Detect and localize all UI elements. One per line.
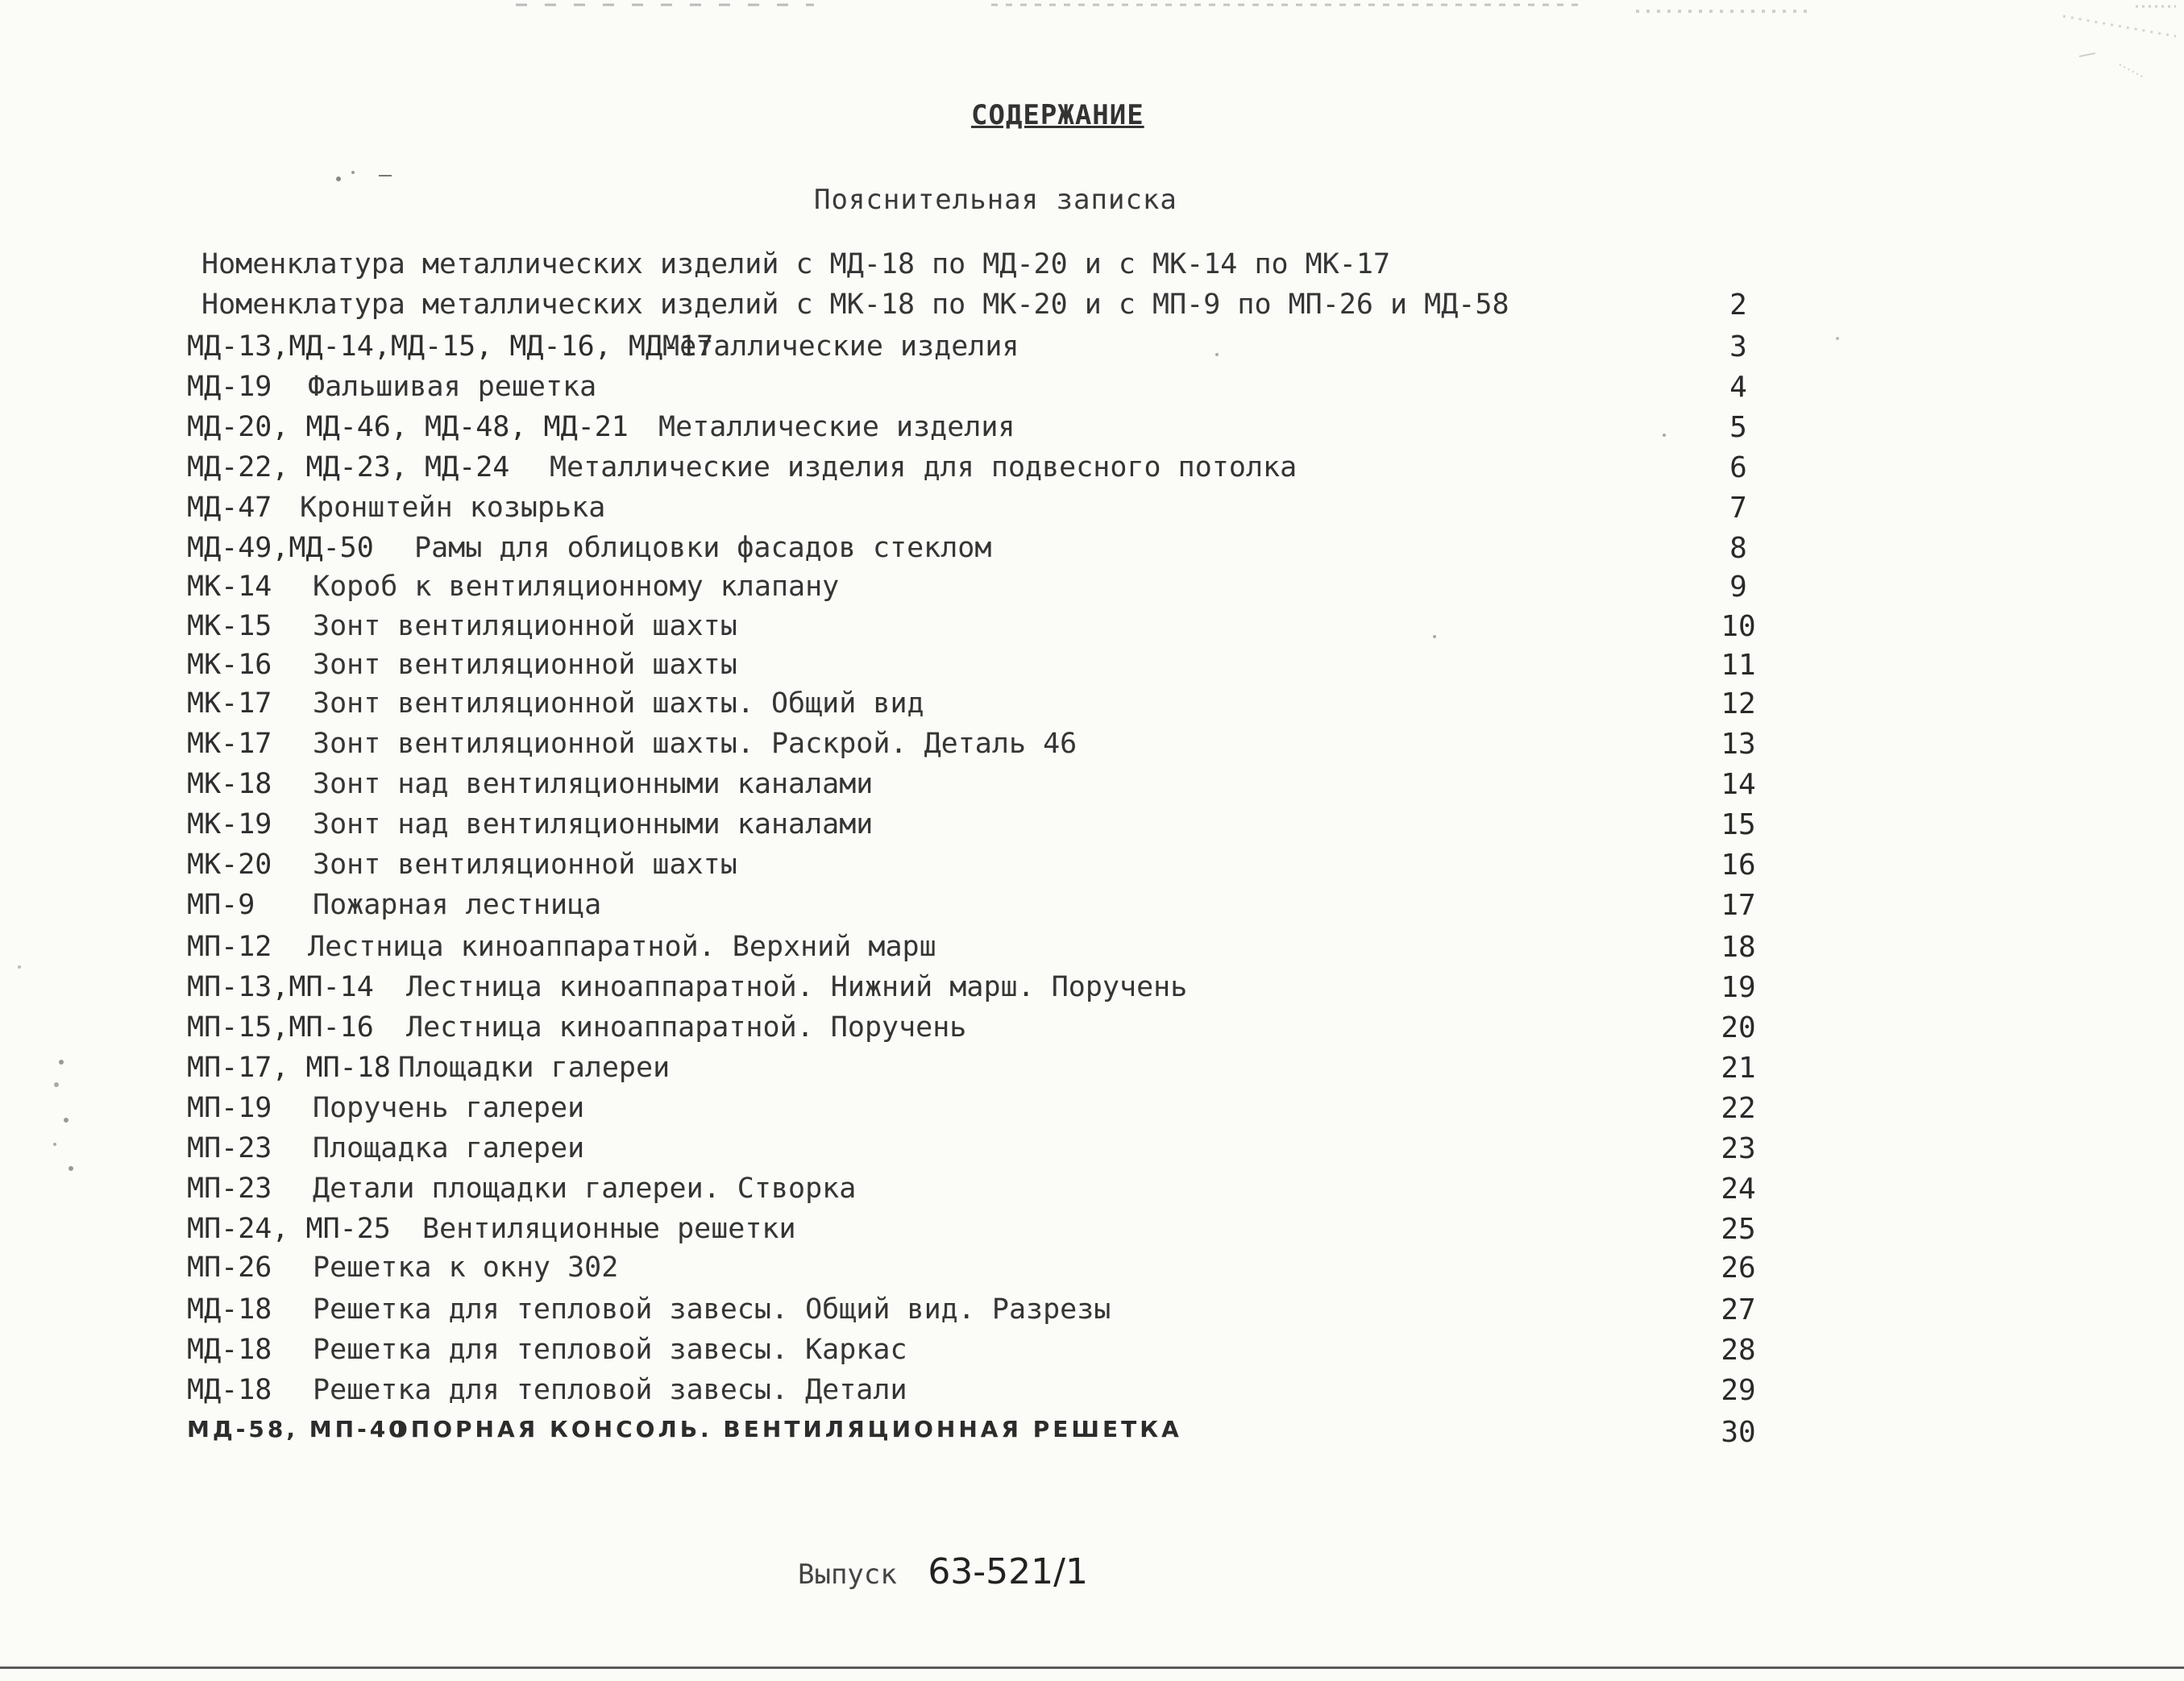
toc-entry [187,330,1799,369]
toc-entry-description: Вентиляционные решетки [422,1213,796,1245]
toc-entry [187,610,1799,649]
toc-entry [187,248,1799,287]
bottom-rule [0,1666,2184,1669]
toc-entry-description: Рамы для облицовки фасадов стеклом [414,532,992,564]
toc-entry-code: МД-18 [187,1293,272,1326]
toc-entry [187,1334,1799,1372]
toc-entry-code: МК-14 [187,571,272,603]
toc-entry [187,1213,1799,1251]
toc-entry-code: МП-15,МП-16 [187,1011,374,1044]
toc-entry-description: Металлические изделия [658,411,1015,443]
toc-entry-page: 3 [1729,330,1747,363]
toc-entry-description: Зонт над вентиляционными каналами [313,808,874,840]
toc-entry-code: МП-24, МП-25 [187,1213,391,1245]
toc-entry-description: Решетка для тепловой завесы. Детали [313,1374,907,1406]
toc-entry-code: МД-20, МД-46, МД-48, МД-21 [187,411,629,443]
toc-entry [187,532,1799,571]
issue-label: Выпуск [798,1559,897,1591]
issue-footer [798,1551,1088,1592]
toc-entry [187,649,1799,687]
issue-number: 63-521/1 [928,1551,1088,1592]
toc-entry-page: 29 [1721,1374,1756,1407]
document-subtitle: Пояснительная записка [814,184,1177,216]
toc-entry-description: Зонт вентиляционной шахты [313,849,737,881]
toc-entry [187,1092,1799,1131]
toc-entry [187,411,1799,450]
toc-entry-page: 6 [1729,451,1747,484]
toc-entry [187,768,1799,807]
toc-entry [187,1132,1799,1171]
toc-entry-page: 8 [1729,532,1747,565]
toc-entry-code: МП-12 [187,931,272,963]
toc-entry-page: 18 [1721,931,1756,964]
toc-entry-page: 5 [1729,411,1747,444]
toc-entry-page: 24 [1721,1173,1756,1206]
toc-entry-description: Номенклатура металлических изделий с МК-18 по МК-20 и с МП-9 по МП-26 и МД-58 [201,288,1509,321]
toc-entry-code: МП-26 [187,1251,272,1284]
toc-entry [187,971,1799,1010]
toc-entry-page: 11 [1721,649,1756,682]
toc-entry-description: Поручень галереи [313,1092,585,1124]
toc-entry-page: 23 [1721,1132,1756,1165]
toc-entry-page: 12 [1721,687,1756,720]
document-title: СОДЕРЖАНИЕ [971,99,1144,131]
toc-entry [187,371,1799,409]
toc-entry-page: 26 [1721,1251,1756,1285]
toc-entry [187,451,1799,490]
toc-entry-code: МД-18 [187,1374,272,1406]
toc-entry [187,1173,1799,1211]
toc-entry-page: 7 [1729,492,1747,525]
toc-entry-code: МД-49,МД-50 [187,532,374,564]
toc-entry-code: МП-23 [187,1132,272,1164]
toc-entry-code: МД-18 [187,1334,272,1366]
toc-entry-code: МП-9 [187,889,255,921]
toc-entry-code: МК-19 [187,808,272,840]
toc-entry-code: МК-17 [187,687,272,720]
toc-entry [187,1011,1799,1050]
toc-entry-description: Лестница киноаппаратной. Верхний марш [308,931,936,963]
toc-entry [187,687,1799,726]
toc-entry-page: 22 [1721,1092,1756,1125]
toc-entry-description: Фальшивая решетка [308,371,597,403]
toc-entry-page: 4 [1729,371,1747,404]
toc-entry-page: 28 [1721,1334,1756,1367]
toc-entry [187,1251,1799,1290]
toc-entry-description: Кронштейн козырька [300,492,606,524]
toc-entry-code: МК-17 [187,728,272,760]
toc-entry-code: МД-19 [187,371,272,403]
toc-entry-code: МП-13,МП-14 [187,971,374,1003]
toc-entry-page: 17 [1721,889,1756,922]
toc-entry [187,1293,1799,1332]
toc-entry-code: МП-17, МП-18 [187,1052,391,1084]
toc-entry-description: Металлические изделия [662,330,1019,363]
toc-entry-description: Лестница киноаппаратной. Поручень [406,1011,967,1044]
toc-entry-description: Площадка галереи [313,1132,585,1164]
toc-entry [187,571,1799,609]
toc-entry [187,889,1799,928]
toc-entry-page: 20 [1721,1011,1756,1044]
toc-entry-description: Зонт над вентиляционными каналами [313,768,874,800]
toc-entry [187,931,1799,969]
toc-entry-page: 16 [1721,849,1756,882]
toc-entry [187,849,1799,887]
toc-entry-description: Зонт вентиляционной шахты [313,610,737,642]
toc-entry-page: 19 [1721,971,1756,1004]
toc-entry-code: МД-13,МД-14,МД-15, МД-16, МД-17 [187,330,714,363]
toc-entry-code: МД-47 [187,492,272,524]
toc-entry [187,1052,1799,1090]
toc-entry [187,288,1799,327]
toc-entry-description: Номенклатура металлических изделий с МД-18 по МД-20 и с МК-14 по МК-17 [201,248,1391,280]
toc-entry-description: Площадки галереи [398,1052,671,1084]
toc-entry-code: МП-19 [187,1092,272,1124]
toc-entry-page: 10 [1721,610,1756,643]
toc-entry-description: Пожарная лестница [313,889,602,921]
toc-entry-page: 9 [1729,571,1747,604]
toc-entry [187,492,1799,530]
toc-entry-description: Металлические изделия для подвесного потолка [550,451,1298,484]
toc-entry-description: Зонт вентиляционной шахты. Раскрой. Деталь 46 [313,728,1077,760]
toc-entry-description: Решетка для тепловой завесы. Общий вид. Разрезы [313,1293,1111,1326]
toc-entry-code: МД-58, МП-40 [187,1416,408,1442]
toc-entry-description: Решетка к окну 302 [313,1251,619,1284]
toc-entry-description: Зонт вентиляционной шахты [313,649,737,681]
toc-entry-code: МД-22, МД-23, МД-24 [187,451,510,484]
toc-entry-page: 2 [1729,288,1747,322]
toc-entry-description: Лестница киноаппаратной. Нижний марш. Поручень [406,971,1188,1003]
toc-entry-page: 21 [1721,1052,1756,1085]
toc-entry-page: 25 [1721,1213,1756,1246]
toc-entry-page: 30 [1721,1416,1756,1449]
toc-entry [187,1416,1799,1455]
toc-entry-code: МП-23 [187,1173,272,1205]
toc-entry [187,728,1799,766]
toc-entry-page: 15 [1721,808,1756,841]
toc-entry-description: Решетка для тепловой завесы. Каркас [313,1334,907,1366]
toc-entry-description: Детали площадки галереи. Створка [313,1173,857,1205]
toc-entry-description: ОПОРНАЯ КОНСОЛЬ. ВЕНТИЛЯЦИОННАЯ РЕШЕТКА [388,1416,1182,1442]
toc-entry-code: МК-15 [187,610,272,642]
toc-entry-code: МК-18 [187,768,272,800]
toc-entry [187,1374,1799,1413]
toc-entry-code: МК-20 [187,849,272,881]
toc-entry-page: 27 [1721,1293,1756,1326]
toc-entry-description: Короб к вентиляционному клапану [313,571,840,603]
toc-entry-code: МК-16 [187,649,272,681]
toc-entry [187,808,1799,847]
toc-entry-page: 14 [1721,768,1756,801]
toc-entry-description: Зонт вентиляционной шахты. Общий вид [313,687,924,720]
toc-entry-page: 13 [1721,728,1756,761]
